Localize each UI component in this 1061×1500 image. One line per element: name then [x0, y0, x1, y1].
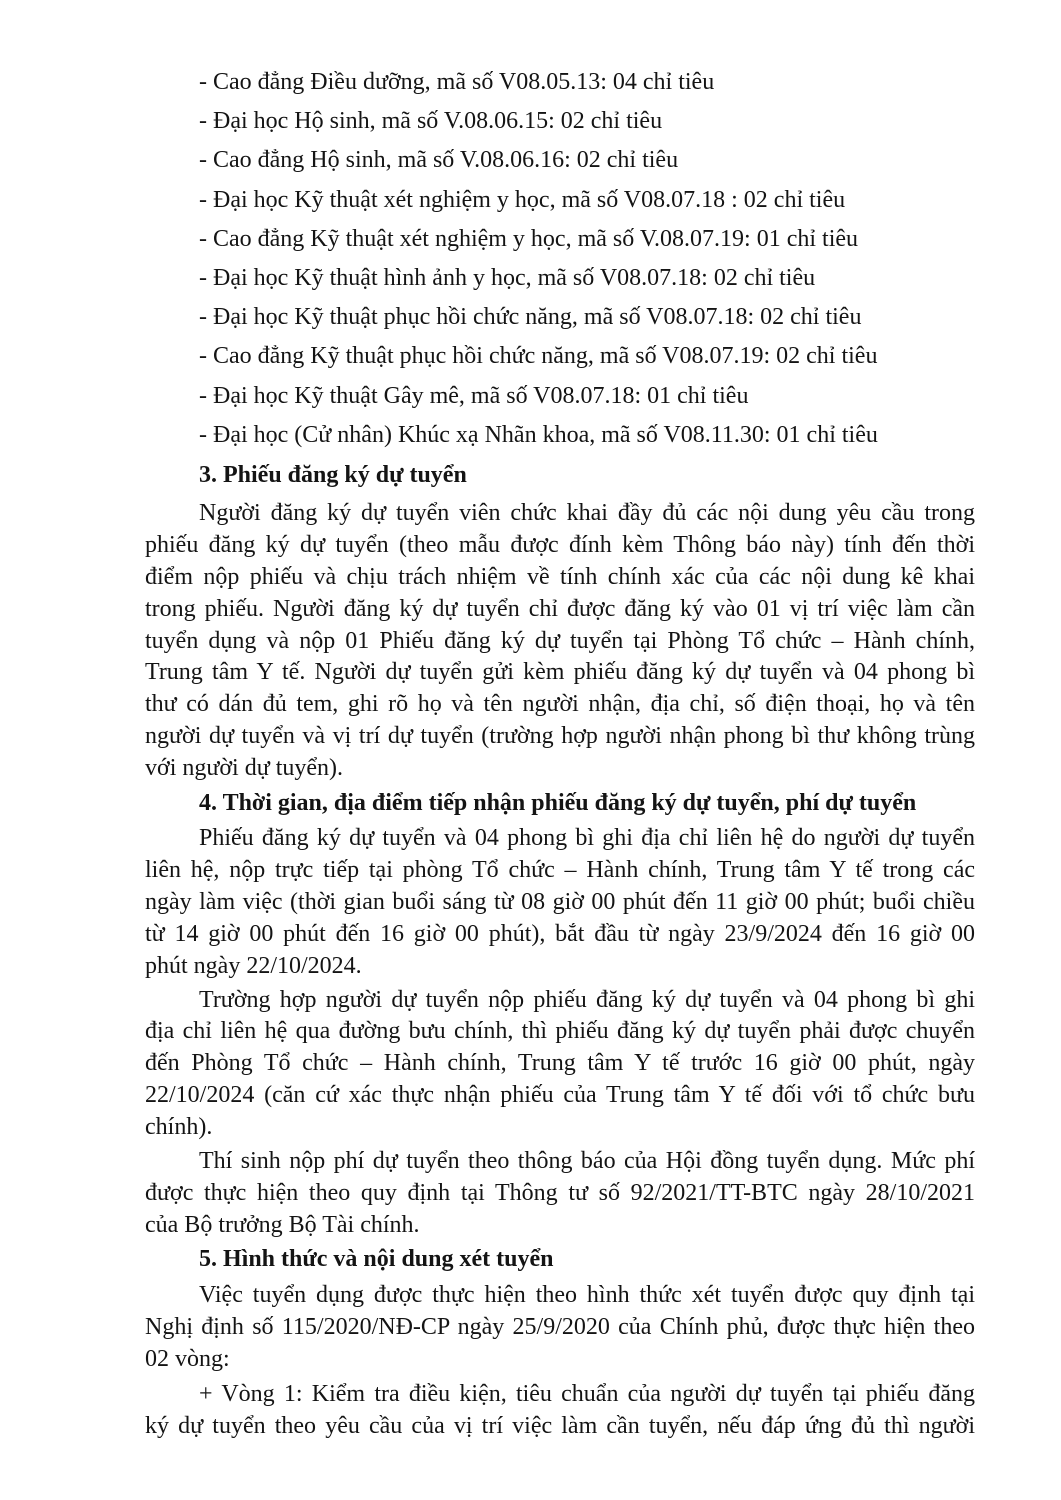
text-line: thư có dán đủ tem, ghi rõ họ và tên người nhận, địa chỉ, số điện thoại, họ và tên	[145, 691, 975, 718]
heading-section-5: 5. Hình thức và nội dung xét tuyển	[199, 1245, 554, 1272]
text-line: Phiếu đăng ký dự tuyển và 04 phong bì ghi địa chỉ liên hệ do người dự tuyển	[199, 825, 975, 851]
quota-list-item: - Đại học Hộ sinh, mã số V.08.06.15: 02 chỉ tiêu	[199, 108, 663, 135]
heading-section-4: 4. Thời gian, địa điểm tiếp nhận phiếu đăng ký dự tuyển, phí dự tuyển	[199, 790, 917, 817]
heading-section-3: 3. Phiếu đăng ký dự tuyển	[199, 462, 467, 489]
text-line: ngày làm việc (thời gian buổi sáng từ 08 giờ 00 phút đến 11 giờ 00 phút; buổi chiều	[145, 888, 975, 915]
paragraph-registration-form	[145, 498, 975, 785]
quota-list-item: - Đại học Kỹ thuật xét nghiệm y học, mã số V08.07.18 : 02 chỉ tiêu	[199, 186, 846, 213]
text-line: Người đăng ký dự tuyển viên chức khai đầy đủ các nội dung yêu cầu trong	[199, 499, 975, 526]
text-line: phiếu đăng ký dự tuyển (theo mẫu được đính kèm Thông báo này) tính đến thời	[145, 531, 975, 558]
quota-list-item: - Cao đẳng Kỹ thuật phục hồi chức năng, mã số V08.07.19: 02 chỉ tiêu	[199, 343, 878, 370]
text-line: liên hệ, nộp trực tiếp tại phòng Tổ chức – Hành chính, Trung tâm Y tế trong các	[145, 856, 975, 883]
text-line: 22/10/2024 (căn cứ xác thực nhận phiếu của Trung tâm Y tế đối với tổ chức bưu	[145, 1082, 975, 1109]
paragraph-submission-time	[145, 823, 975, 983]
text-line: Việc tuyển dụng được thực hiện theo hình thức xét tuyển được quy định tại	[199, 1281, 975, 1308]
quota-list-item: - Cao đẳng Hộ sinh, mã số V.08.06.16: 02 chỉ tiêu	[199, 147, 679, 174]
text-line: Nghị định số 115/2020/NĐ-CP ngày 25/9/2020 của Chính phủ, được thực hiện theo	[145, 1313, 975, 1340]
text-line: điểm nộp phiếu và chịu trách nhiệm về tính chính xác của các nội dung kê khai	[145, 563, 975, 590]
paragraph-selection-method	[145, 1280, 975, 1376]
quota-list-item: - Đại học Kỹ thuật phục hồi chức năng, mã số V08.07.18: 02 chỉ tiêu	[199, 304, 862, 331]
text-line: đến Phòng Tổ chức – Hành chính, Trung tâm Y tế trước 16 giờ 00 phút, ngày	[145, 1050, 975, 1077]
quota-list-item: - Đại học (Cử nhân) Khúc xạ Nhãn khoa, mã số V08.11.30: 01 chỉ tiêu	[199, 421, 878, 448]
quota-list-item: - Đại học Kỹ thuật hình ảnh y học, mã số V08.07.18: 02 chỉ tiêu	[199, 265, 816, 292]
paragraph-round-1	[145, 1379, 975, 1443]
text-line: trong phiếu. Người đăng ký dự tuyển chỉ được đăng ký vào 01 vị trí việc làm cần	[145, 595, 975, 622]
text-line: được thực hiện theo quy định tại Thông tư số 92/2021/TT-BTC ngày 28/10/2021	[145, 1179, 975, 1206]
paragraph-postal-submission	[145, 985, 975, 1145]
document-content	[145, 63, 975, 1443]
text-line: Trường hợp người dự tuyển nộp phiếu đăng ký dự tuyển và 04 phong bì ghi	[199, 986, 975, 1013]
text-line: địa chỉ liên hệ qua đường bưu chính, thì phiếu đăng ký dự tuyển phải được chuyển	[145, 1018, 975, 1045]
text-line: tuyển dụng và nộp 01 Phiếu đăng ký dự tuyển tại Phòng Tổ chức – Hành chính,	[145, 627, 975, 654]
text-line: người dự tuyển và vị trí dự tuyển (trường hợp người nhận phong bì thư không trùng	[145, 723, 975, 750]
text-line: Thí sinh nộp phí dự tuyển theo thông báo của Hội đồng tuyển dụng. Mức phí	[199, 1148, 975, 1175]
quota-list-item: - Cao đẳng Điều dưỡng, mã số V08.05.13: 04 chỉ tiêu	[199, 69, 715, 95]
text-line: chính).	[145, 1114, 213, 1141]
quota-list-item: - Cao đẳng Kỹ thuật xét nghiệm y học, mã số V.08.07.19: 01 chỉ tiêu	[199, 225, 859, 252]
text-line: Trung tâm Y tế. Người dự tuyển gửi kèm phiếu đăng ký dự tuyển và 04 phong bì	[145, 659, 975, 686]
text-line: phút ngày 22/10/2024.	[145, 952, 362, 979]
text-line: + Vòng 1: Kiểm tra điều kiện, tiêu chuẩn của người dự tuyển tại phiếu đăng	[199, 1381, 975, 1408]
text-line: với người dự tuyển).	[145, 755, 344, 782]
text-line: từ 14 giờ 00 phút đến 16 giờ 00 phút), bắt đầu từ ngày 23/9/2024 đến 16 giờ 00	[145, 920, 975, 947]
text-line: ký dự tuyển theo yêu cầu của vị trí việc làm cần tuyển, nếu đáp ứng đủ thì người	[145, 1413, 975, 1440]
paragraph-fee	[145, 1146, 975, 1242]
quota-list-item: - Đại học Kỹ thuật Gây mê, mã số V08.07.18: 01 chỉ tiêu	[199, 382, 749, 409]
text-line: của Bộ trưởng Bộ Tài chính.	[145, 1211, 420, 1238]
quota-list	[145, 63, 975, 455]
text-line: 02 vòng:	[145, 1345, 230, 1372]
